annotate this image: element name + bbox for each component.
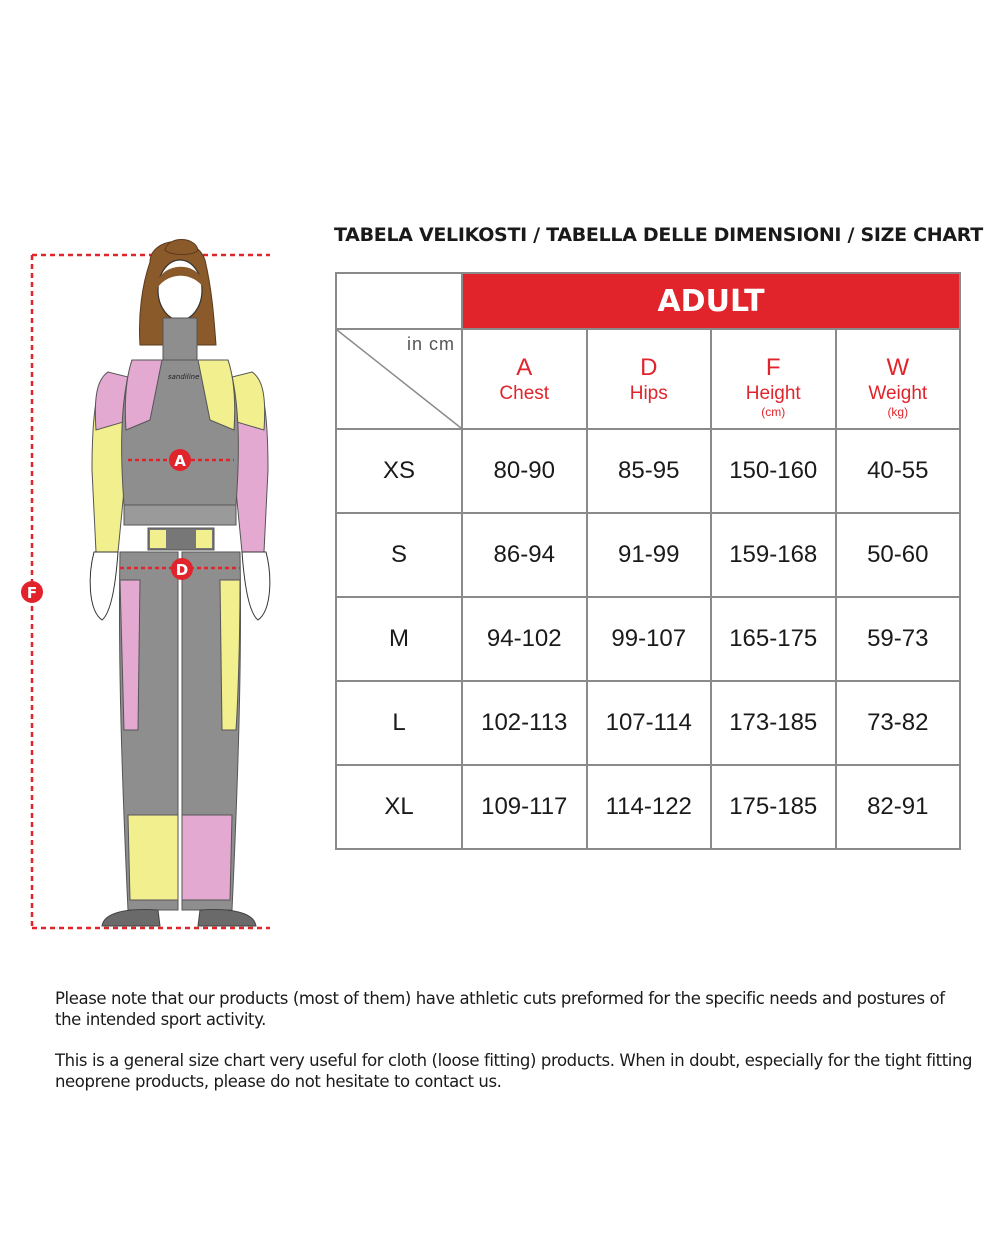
- hips-value: 114-122: [587, 765, 712, 849]
- column-header-row: [336, 329, 960, 429]
- size-label: S: [336, 513, 462, 597]
- column-header-weight: [836, 329, 961, 429]
- table-row: [336, 513, 960, 597]
- size-label: L: [336, 681, 462, 765]
- chest-value: 86-94: [462, 513, 587, 597]
- height-value: 150-160: [711, 429, 836, 513]
- hips-value: 91-99: [587, 513, 712, 597]
- svg-text:D: D: [175, 561, 189, 579]
- column-name: Hips: [629, 383, 668, 404]
- hips-value: 107-114: [587, 681, 712, 765]
- column-unit: (kg): [887, 405, 909, 419]
- column-letter: A: [516, 354, 533, 381]
- height-value: 175-185: [711, 765, 836, 849]
- table-row: [336, 597, 960, 681]
- column-name: Height: [745, 383, 801, 404]
- size-chart-title: TABELA VELIKOSTI / TABELLA DELLE DIMENSIONI / SIZE CHART: [334, 224, 983, 246]
- unit-corner-cell: [336, 329, 462, 429]
- size-label: XL: [336, 765, 462, 849]
- note-general-chart: This is a general size chart very useful for cloth (loose fitting) products. When in doubt, especially for the tight fitting neoprene products, please do not hesitate to contact us.: [55, 1051, 973, 1091]
- wetsuit-figure-illustration: [0, 200, 330, 960]
- group-header-row: [336, 273, 960, 329]
- table-row: [336, 681, 960, 765]
- column-unit: (cm): [761, 405, 786, 419]
- brand-logo-text: sandiline: [168, 373, 200, 381]
- column-letter: D: [640, 354, 658, 381]
- weight-value: 73-82: [836, 681, 961, 765]
- size-label: XS: [336, 429, 462, 513]
- svg-text:F: F: [26, 584, 38, 602]
- weight-value: 40-55: [836, 429, 961, 513]
- size-chart-table: [335, 272, 961, 850]
- height-value: 165-175: [711, 597, 836, 681]
- adult-group-header: ADULT: [462, 273, 960, 329]
- column-name: Chest: [499, 383, 550, 404]
- note-athletic-cuts: Please note that our products (most of them) have athletic cuts preformed for the specific needs and postures of the intended sport activity.: [55, 989, 945, 1029]
- column-letter: F: [765, 354, 781, 381]
- svg-text:A: A: [174, 452, 186, 470]
- table-row: [336, 429, 960, 513]
- weight-value: 59-73: [836, 597, 961, 681]
- chest-value: 102-113: [462, 681, 587, 765]
- height-measure-marker: [21, 581, 43, 603]
- hips-value: 99-107: [587, 597, 712, 681]
- column-header-chest: [462, 329, 587, 429]
- column-letter: W: [886, 354, 910, 381]
- unit-label: in cm: [406, 334, 455, 354]
- weight-value: 82-91: [836, 765, 961, 849]
- chest-value: 80-90: [462, 429, 587, 513]
- fit-notes: [55, 988, 975, 1112]
- chest-value: 109-117: [462, 765, 587, 849]
- corner-empty-cell: [336, 273, 462, 329]
- hips-value: 85-95: [587, 429, 712, 513]
- height-value: 173-185: [711, 681, 836, 765]
- height-value: 159-168: [711, 513, 836, 597]
- chest-value: 94-102: [462, 597, 587, 681]
- weight-value: 50-60: [836, 513, 961, 597]
- column-header-height: [711, 329, 836, 429]
- column-name: Weight: [868, 383, 928, 404]
- size-label: M: [336, 597, 462, 681]
- table-row: [336, 765, 960, 849]
- column-header-hips: [587, 329, 712, 429]
